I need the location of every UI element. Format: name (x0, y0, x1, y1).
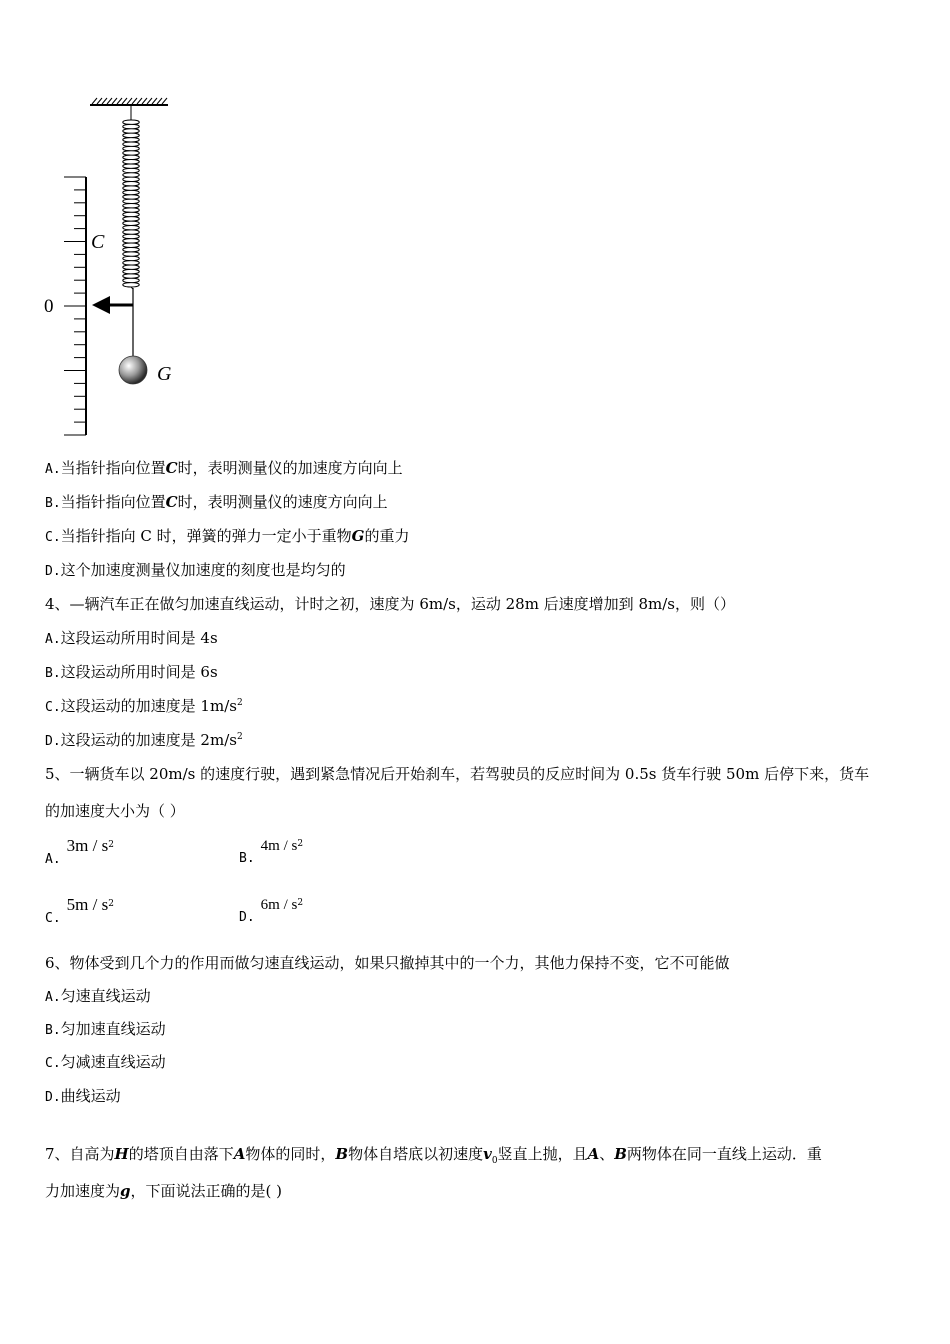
q6-option-b: B.匀加速直线运动 (45, 1020, 166, 1038)
q3-option-d: D.这个加速度测量仪加速度的刻度也是均匀的 (45, 561, 346, 579)
label-c: C (91, 231, 105, 253)
q5-option-c: $C.5m / s^2$ (45, 895, 114, 926)
q3-option-a: A.当指针指向位置C时，表明测量仪的加速度方向向上 (45, 459, 403, 477)
q5-option-a: $A.3m / s^2$ (45, 836, 114, 867)
q4-stem: 4、—辆汽车正在做匀加速直线运动，计时之初，速度为 6m/s，运动 28m 后速度增加到 8m/s，则（） (45, 595, 735, 613)
q6-option-c: C.匀减速直线运动 (45, 1053, 166, 1071)
label-zero: 0 (44, 296, 54, 317)
label-g: G (157, 363, 172, 385)
q7-stem-line2: 力加速度为g，下面说法正确的是( ) (45, 1182, 282, 1200)
ceiling-support (90, 98, 168, 105)
q6-option-d: D.曲线运动 (45, 1087, 121, 1105)
weight-ball (119, 356, 147, 384)
q3-option-b: B.当指针指向位置C时，表明测量仪的速度方向向上 (45, 493, 388, 511)
q6-option-a: A.匀速直线运动 (45, 987, 151, 1005)
spring-accelerometer-figure (40, 95, 190, 445)
q5-option-b: $B.4m / s^2$ (239, 838, 304, 866)
q3-option-c: C.当指针指向 C 时，弹簧的弹力一定小于重物G的重力 (45, 527, 410, 545)
q6-stem: 6、物体受到几个力的作用而做匀速直线运动，如果只撤掉其中的一个力，其他力保持不变，它不可能做 (45, 954, 730, 972)
q4-option-c: C.这段运动的加速度是 $1m/s^2$ (45, 697, 243, 715)
q5-stem-line1: 5、一辆货车以 20m/s 的速度行驶，遇到紧急情况后开始刹车，若驾驶员的反应时间为 0.5s 货车行驶 50m 后停下来，货车 (45, 765, 870, 783)
q5-option-d: $D.6m / s^2$ (239, 897, 304, 925)
q5-stem-line2: 的加速度大小为（ ） (45, 802, 185, 820)
spring (123, 105, 140, 289)
q7-stem-line1: 7、自高为H的塔顶自由落下A物体的同时，B物体自塔底以初速度$v_0$竖直上抛，且A、B两物体在同一直线上运动．重 (45, 1145, 822, 1166)
q4-option-b: B.这段运动所用时间是 6s (45, 663, 218, 681)
q4-option-d: D.这段运动的加速度是 $2m/s^2$ (45, 731, 243, 749)
scale-ruler (64, 177, 86, 435)
pointer-arrow (92, 296, 133, 314)
q4-option-a: A.这段运动所用时间是 4s (45, 629, 218, 647)
